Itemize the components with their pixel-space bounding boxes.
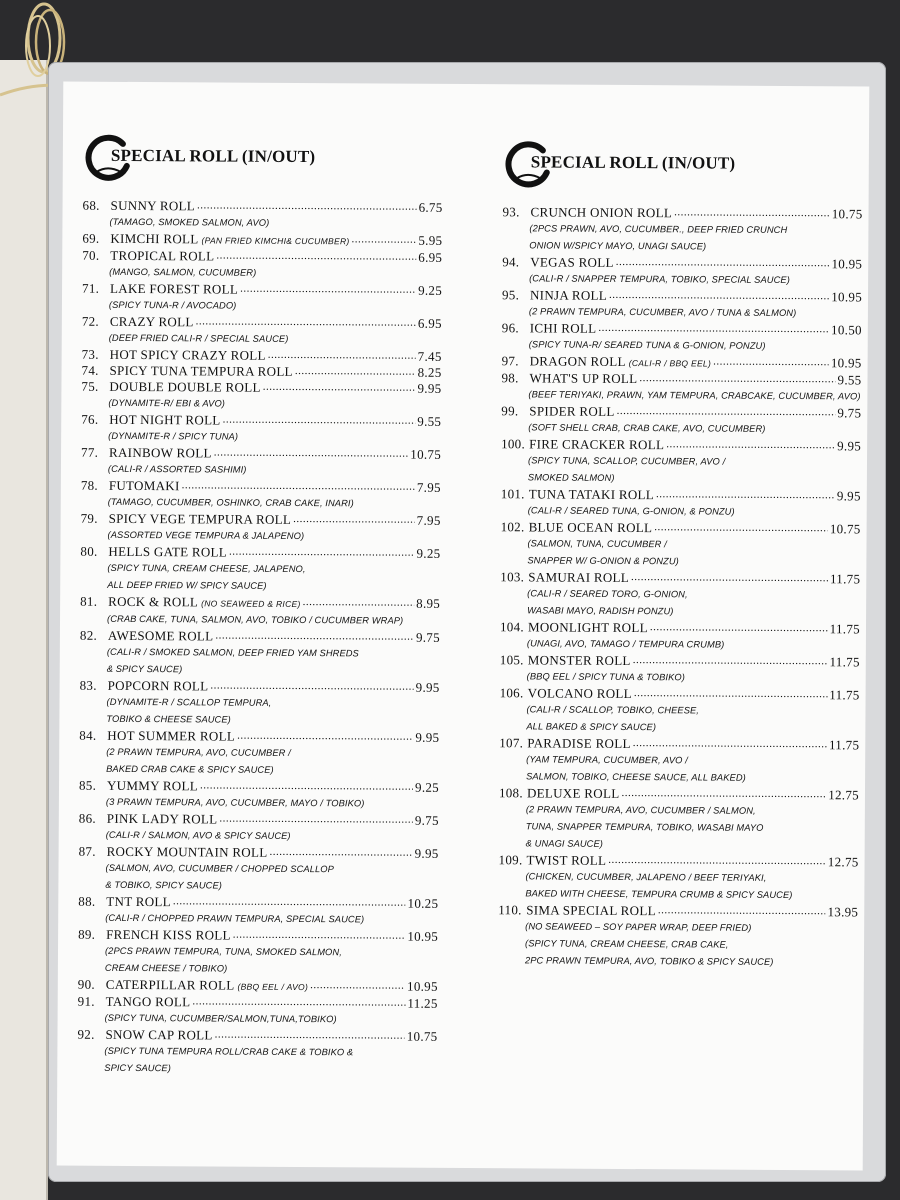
section-header xyxy=(83,132,443,198)
item-name: WHAT'S UP ROLL xyxy=(529,370,638,387)
item-name: FUTOMAKI xyxy=(108,477,180,494)
dot-leader xyxy=(173,896,406,907)
item-price: 9.25 xyxy=(415,779,440,795)
item-name: MONSTER ROLL xyxy=(527,652,631,669)
menu-item xyxy=(502,320,862,355)
item-number: 108. xyxy=(498,785,523,801)
item-number: 97. xyxy=(501,353,519,369)
menu-column-right xyxy=(498,88,863,971)
item-name: SIMA SPECIAL ROLL xyxy=(526,902,656,919)
item-number: 93. xyxy=(502,204,520,220)
item-number: 68. xyxy=(82,197,100,213)
dot-leader xyxy=(200,780,413,791)
menu-item xyxy=(79,678,439,730)
menu-item xyxy=(77,1027,437,1079)
item-price: 10.95 xyxy=(831,289,863,305)
item-inline-note: (PAN FRIED KIMCHI& CUCUMBER) xyxy=(201,235,350,247)
menu-item xyxy=(502,287,862,322)
item-name: MOONLIGHT ROLL xyxy=(527,619,648,636)
menu-item xyxy=(81,445,441,480)
item-description: (DYNAMITE-R / SPICY TUNA) xyxy=(108,430,239,442)
menu-item xyxy=(79,728,439,780)
item-description: (SPICY TUNA, CREAM CHEESE, JALAPENO, xyxy=(107,562,306,575)
item-name: FIRE CRACKER ROLL xyxy=(529,436,665,453)
item-description: SALMON, TOBIKO, CHEESE SAUCE, ALL BAKED) xyxy=(526,771,746,783)
item-price: 12.75 xyxy=(828,787,860,803)
item-description: (CALI-R / SMOKED SALMON, DEEP FRIED YAM SHREDS xyxy=(106,646,359,659)
item-price: 9.95 xyxy=(417,380,442,396)
item-number: 87. xyxy=(78,843,96,859)
menu-item-list xyxy=(498,204,863,971)
item-price: 7.95 xyxy=(416,479,441,495)
item-name: KIMCHI ROLL xyxy=(110,230,199,247)
item-description: (2 PRAWN TEMPURA, CUCUMBER, AVO / TUNA & SALMON) xyxy=(528,306,797,319)
item-name: VOLCANO ROLL xyxy=(527,685,632,702)
menu-item xyxy=(499,685,859,737)
menu-item xyxy=(498,902,858,971)
item-description: (SPICY TUNA, CREAM CHEESE, CRAB CAKE, xyxy=(525,938,729,950)
item-description: (DEEP FRIED CALI-R / SPECIAL SAUCE) xyxy=(108,332,289,344)
menu-item xyxy=(78,927,438,979)
dot-leader xyxy=(617,406,836,417)
item-name: ROCKY MOUNTAIN ROLL xyxy=(106,843,268,860)
previous-menu-page-edge xyxy=(0,60,48,1200)
dot-leader xyxy=(598,323,829,334)
dot-leader xyxy=(219,814,412,825)
dot-leader xyxy=(634,688,827,699)
dot-leader xyxy=(295,366,416,377)
item-price: 13.95 xyxy=(827,904,859,920)
item-description: (DYNAMITE-R/ EBI & AVO) xyxy=(108,397,226,409)
menu-item xyxy=(78,894,438,929)
item-inline-note: (NO SEAWEED & RICE) xyxy=(201,598,301,610)
item-number: 77. xyxy=(81,444,99,460)
item-price: 11.75 xyxy=(829,687,860,703)
menu-item xyxy=(500,652,860,687)
menu-item xyxy=(78,994,438,1029)
item-description: (DYNAMITE-R / SCALLOP TEMPURA, xyxy=(106,696,272,708)
item-description: (BEEF TERIYAKI, PRAWN, YAM TEMPURA, CRABCAKE, CUCUMBER, AVO) xyxy=(528,389,861,402)
item-price: 10.25 xyxy=(407,895,439,911)
item-price: 11.25 xyxy=(407,995,438,1011)
menu-item xyxy=(499,735,859,787)
dot-leader xyxy=(223,415,416,426)
item-description: WASABI MAYO, RADISH PONZU) xyxy=(527,605,674,617)
item-number: 110. xyxy=(498,902,522,918)
menu-item xyxy=(82,281,442,316)
item-name: YUMMY ROLL xyxy=(106,777,199,794)
item-description: (SPICY TUNA, SCALLOP, CUCUMBER, AVO / xyxy=(527,455,726,467)
dot-leader xyxy=(192,996,405,1007)
dot-leader xyxy=(616,257,830,268)
menu-item-row xyxy=(80,594,440,613)
item-price: 6.75 xyxy=(418,199,443,215)
menu-item-row xyxy=(78,977,438,996)
menu-item-row xyxy=(502,353,862,372)
dot-leader xyxy=(269,847,412,858)
item-price: 10.75 xyxy=(829,521,861,537)
item-price: 9.25 xyxy=(418,282,443,298)
dot-leader xyxy=(196,316,416,327)
dot-leader xyxy=(268,350,416,361)
menu-item xyxy=(501,486,861,521)
item-number: 91. xyxy=(77,993,95,1009)
item-description: & TOBIKO, SPICY SAUCE) xyxy=(105,879,223,891)
menu-item xyxy=(501,370,861,405)
item-number: 98. xyxy=(501,370,519,386)
item-number: 92. xyxy=(77,1026,95,1042)
dot-leader xyxy=(214,447,409,458)
menu-item xyxy=(79,811,439,846)
dot-leader xyxy=(608,855,826,866)
item-price: 9.95 xyxy=(415,729,440,745)
menu-item xyxy=(502,204,862,256)
menu-item-row xyxy=(82,231,442,250)
item-description: (BBQ EEL / SPICY TUNA & TOBIKO) xyxy=(526,671,685,683)
item-price: 8.25 xyxy=(417,364,442,380)
item-number: 103. xyxy=(500,569,525,585)
item-name: RAINBOW ROLL xyxy=(109,444,212,461)
item-number: 79. xyxy=(80,510,98,526)
item-description: (TAMAGO, CUCUMBER, OSHINKO, CRAB CAKE, INARI) xyxy=(107,496,354,509)
item-description: (SOFT SHELL CRAB, CRAB CAKE, AVO, CUCUMBER) xyxy=(528,422,766,434)
item-description: (2 PRAWN TEMPURA, AVO, CUCUMBER / SALMON, xyxy=(525,804,756,816)
item-description: (CALI-R / SALMON, AVO & SPICY SAUCE) xyxy=(105,829,291,841)
item-name: HOT SPICY CRAZY ROLL xyxy=(109,346,266,363)
menu-item xyxy=(499,785,859,854)
item-name: HELLS GATE ROLL xyxy=(108,543,228,560)
item-name: ROCK & ROLL xyxy=(108,593,199,610)
item-description: (YAM TEMPURA, CUCUMBER, AVO / xyxy=(526,754,688,766)
item-description: SNAPPER W/ G-ONION & PONZU) xyxy=(527,555,679,567)
item-name: LAKE FOREST ROLL xyxy=(110,280,239,297)
dot-leader xyxy=(215,1029,405,1040)
item-price: 6.95 xyxy=(417,315,442,331)
item-description: (SPICY TUNA-R/ SEARED TUNA & G-ONION, PONZU) xyxy=(528,339,766,351)
item-price: 10.95 xyxy=(407,928,439,944)
item-description: (SPICY TUNA, CUCUMBER/SALMON,TUNA,TOBIKO) xyxy=(104,1012,337,1025)
item-inline-note: (BBQ EEL / AVO) xyxy=(237,981,309,993)
dot-leader xyxy=(233,930,406,941)
item-description: (TAMAGO, SMOKED SALMON, AVO) xyxy=(109,216,270,228)
item-name: PARADISE ROLL xyxy=(527,735,631,752)
item-name: HOT SUMMER ROLL xyxy=(107,727,236,744)
item-name: CRUNCH ONION ROLL xyxy=(530,204,673,221)
item-description: (2 PRAWN TEMPURA, AVO, CUCUMBER / xyxy=(106,746,291,758)
item-description: SMOKED SALMON) xyxy=(527,472,615,483)
section-title: SPECIAL ROLL (IN/OUT) xyxy=(110,145,316,167)
item-price: 10.75 xyxy=(831,206,863,222)
item-description: (2PCS PRAWN TEMPURA, TUNA, SMOKED SALMON, xyxy=(104,945,342,958)
item-price: 9.95 xyxy=(837,438,862,454)
item-price: 9.95 xyxy=(415,679,440,695)
menu-item xyxy=(502,353,862,372)
item-name: SPICY TUNA TEMPURA ROLL xyxy=(109,362,293,379)
item-number: 100. xyxy=(501,436,526,452)
item-number: 74. xyxy=(81,362,99,378)
menu-item xyxy=(500,619,860,654)
item-description: (2PCS PRAWN, AVO, CUCUMBER., DEEP FRIED CRUNCH xyxy=(529,223,788,235)
item-name: HOT NIGHT ROLL xyxy=(109,411,221,428)
item-price: 11.75 xyxy=(829,571,861,587)
item-number: 85. xyxy=(78,777,97,793)
dot-leader xyxy=(352,234,417,244)
dot-leader xyxy=(303,597,415,608)
item-number: 88. xyxy=(78,893,96,909)
item-description: (CALI-R / CHOPPED PRAWN TEMPURA, SPECIAL SAUCE) xyxy=(105,912,365,925)
menu-item xyxy=(501,436,861,488)
dot-leader xyxy=(650,622,828,633)
item-description: (MANGO, SALMON, CUCUMBER) xyxy=(109,266,257,278)
item-price: 12.75 xyxy=(827,854,859,870)
item-price: 10.75 xyxy=(410,446,442,462)
item-name: PINK LADY ROLL xyxy=(106,810,218,827)
item-price: 9.95 xyxy=(836,488,861,504)
menu-item xyxy=(82,198,442,233)
menu-item xyxy=(80,544,440,596)
dot-leader xyxy=(654,522,828,533)
item-price: 10.95 xyxy=(830,355,862,371)
item-number: 69. xyxy=(82,230,100,246)
item-price: 7.45 xyxy=(417,348,442,364)
menu-item xyxy=(82,231,442,250)
item-description: 2PC PRAWN TEMPURA, AVO, TOBIKO & SPICY SAUCE) xyxy=(524,955,774,967)
menu-item xyxy=(78,977,438,996)
item-number: 71. xyxy=(82,280,100,296)
item-price: 10.95 xyxy=(407,978,438,994)
item-description: BAKED WITH CHEESE, TEMPURA CRUMB & SPICY SAUCE) xyxy=(525,888,793,901)
menu-item xyxy=(80,628,440,680)
item-price: 9.75 xyxy=(415,629,440,645)
item-description: (SALMON, AVO, CUCUMBER / CHOPPED SCALLOP xyxy=(105,862,334,875)
item-price: 9.25 xyxy=(416,545,441,561)
dot-leader xyxy=(229,547,414,558)
dot-leader xyxy=(633,738,827,749)
item-number: 96. xyxy=(501,320,520,336)
dot-leader xyxy=(666,439,835,450)
dot-leader xyxy=(639,373,835,384)
item-number: 104. xyxy=(499,619,524,635)
item-name: POPCORN ROLL xyxy=(107,677,209,694)
item-price: 8.95 xyxy=(416,595,441,611)
menu-item xyxy=(82,248,442,283)
item-description: (CALI-R / SCALLOP, TOBIKO, CHEESE, xyxy=(526,704,700,716)
item-name: CRAZY ROLL xyxy=(109,313,194,330)
dot-leader xyxy=(216,250,416,261)
menu-item xyxy=(81,478,441,513)
menu-item-list xyxy=(77,198,442,1079)
item-name: SPIDER ROLL xyxy=(529,403,615,419)
item-price: 9.55 xyxy=(837,372,862,388)
item-description: ALL BAKED & SPICY SAUCE) xyxy=(526,721,657,733)
item-name: TANGO ROLL xyxy=(105,993,191,1010)
item-description: (CRAB CAKE, TUNA, SALMON, AVO, TOBIKO / CUCUMBER WRAP) xyxy=(107,613,404,626)
item-price: 9.75 xyxy=(837,405,862,421)
item-number: 99. xyxy=(501,403,519,419)
item-description: (ASSORTED VEGE TEMPURA & JALAPENO) xyxy=(107,529,305,542)
item-price: 7.95 xyxy=(416,512,441,528)
item-description: SPICY SAUCE) xyxy=(104,1062,171,1074)
item-name: BLUE OCEAN ROLL xyxy=(528,519,653,536)
item-number: 75. xyxy=(81,378,99,394)
dot-leader xyxy=(658,905,826,916)
dot-leader xyxy=(656,489,835,500)
item-description: & UNAGI SAUCE) xyxy=(525,838,604,849)
item-number: 106. xyxy=(499,685,524,701)
item-number: 84. xyxy=(79,727,97,743)
item-name: SPICY VEGE TEMPURA ROLL xyxy=(108,510,292,527)
item-name: VEGAS ROLL xyxy=(530,254,614,270)
item-description: TUNA, SNAPPER TEMPURA, TOBIKO, WASABI MAYO xyxy=(525,821,764,833)
menu-item xyxy=(80,594,440,630)
menu-page xyxy=(57,82,870,1171)
menu-item xyxy=(502,254,862,289)
dot-leader xyxy=(215,630,414,641)
item-number: 101. xyxy=(500,486,525,502)
menu-item xyxy=(80,511,440,546)
item-description: (CALI-R / SEARED TUNA, G-ONION, & PONZU) xyxy=(527,505,735,517)
item-number: 72. xyxy=(81,313,100,329)
dot-leader xyxy=(713,357,829,368)
item-description: & SPICY SAUCE) xyxy=(106,663,183,675)
dot-leader xyxy=(240,284,416,295)
menu-item xyxy=(500,569,860,621)
item-number: 90. xyxy=(77,976,96,992)
item-price: 6.95 xyxy=(418,249,443,265)
item-number: 73. xyxy=(81,346,99,362)
menu-column-left xyxy=(77,82,443,1079)
item-name: SUNNY ROLL xyxy=(110,197,196,214)
item-price: 9.55 xyxy=(417,413,442,429)
item-number: 107. xyxy=(499,735,524,751)
item-number: 95. xyxy=(501,287,520,303)
item-price: 11.75 xyxy=(828,737,860,753)
dot-leader xyxy=(210,680,413,691)
item-number: 78. xyxy=(80,477,99,493)
menu-item xyxy=(81,379,441,414)
item-price: 5.95 xyxy=(418,232,443,248)
item-description: ALL DEEP FRIED W/ SPICY SAUCE) xyxy=(107,579,267,591)
item-description: (CALI-R / ASSORTED SASHIMI) xyxy=(107,463,247,475)
item-price: 10.95 xyxy=(831,256,863,272)
dot-leader xyxy=(182,480,415,491)
item-name: CATERPILLAR ROLL xyxy=(105,976,235,993)
item-description: CREAM CHEESE / TOBIKO) xyxy=(104,962,228,974)
dot-leader xyxy=(310,980,405,991)
item-description: (SPICY TUNA TEMPURA ROLL/CRAB CAKE & TOBIKO & xyxy=(104,1045,354,1058)
item-number: 102. xyxy=(500,519,525,535)
item-number: 105. xyxy=(499,652,524,668)
item-name: DELUXE ROLL xyxy=(526,785,620,801)
item-name: DOUBLE DOUBLE ROLL xyxy=(109,378,261,395)
item-number: 70. xyxy=(82,247,100,263)
item-number: 109. xyxy=(498,852,523,868)
item-number: 94. xyxy=(502,254,520,270)
item-price: 9.95 xyxy=(414,845,439,861)
item-price: 10.75 xyxy=(406,1028,438,1044)
menu-item xyxy=(500,519,860,571)
dot-leader xyxy=(263,382,416,393)
item-name: NINJA ROLL xyxy=(529,287,608,303)
dot-leader xyxy=(197,200,417,211)
item-price: 11.75 xyxy=(829,621,861,637)
item-number: 83. xyxy=(79,677,97,693)
item-number: 80. xyxy=(80,543,98,559)
item-name: TNT ROLL xyxy=(106,893,171,910)
item-inline-note: (CALI-R / BBQ EEL) xyxy=(628,358,712,369)
menu-item xyxy=(498,852,858,904)
dot-leader xyxy=(674,207,830,218)
item-name: TWIST ROLL xyxy=(526,852,607,868)
item-description: BAKED CRAB CAKE & SPICY SAUCE) xyxy=(106,763,274,775)
item-name: TROPICAL ROLL xyxy=(110,247,215,264)
menu-item xyxy=(79,778,439,813)
item-description: ONION W/SPICY MAYO, UNAGI SAUCE) xyxy=(529,240,707,252)
item-price: 9.75 xyxy=(414,812,439,828)
dot-leader xyxy=(633,655,828,666)
item-description: TOBIKO & CHEESE SAUCE) xyxy=(106,713,231,725)
item-name: DRAGON ROLL xyxy=(529,353,626,369)
item-name: SNOW CAP ROLL xyxy=(105,1026,213,1043)
section-header xyxy=(503,138,863,204)
item-price: 10.50 xyxy=(831,322,862,338)
item-number: 86. xyxy=(78,810,97,826)
item-name: AWESOME ROLL xyxy=(107,627,214,644)
item-description: (SALMON, TUNA, CUCUMBER / xyxy=(527,538,667,550)
item-description: (SPICY TUNA-R / AVOCADO) xyxy=(108,299,237,311)
item-description: (CALI-R / SEARED TORO, G-ONION, xyxy=(527,588,688,600)
item-name: TUNA TATAKI ROLL xyxy=(528,486,655,503)
menu-item xyxy=(81,412,441,447)
item-number: 81. xyxy=(80,593,98,609)
item-number: 76. xyxy=(81,411,99,427)
menu-item xyxy=(78,844,438,896)
item-number: 82. xyxy=(79,627,98,643)
item-description: (3 PRAWN TEMPURA, AVO, CUCUMBER, MAYO / TOBIKO) xyxy=(105,796,365,809)
item-description: (CHICKEN, CUCUMBER, JALAPENO / BEEF TERIYAKI, xyxy=(525,871,767,883)
dot-leader xyxy=(631,572,828,583)
dot-leader xyxy=(621,788,826,799)
item-description: (UNAGI, AVO, TAMAGO / TEMPURA CRUMB) xyxy=(526,638,725,650)
item-price: 11.75 xyxy=(829,654,860,670)
item-number: 89. xyxy=(78,926,96,942)
item-description: (NO SEAWEED – SOY PAPER WRAP, DEEP FRIED) xyxy=(525,921,752,933)
item-name: ICHI ROLL xyxy=(529,320,597,336)
item-name: FRENCH KISS ROLL xyxy=(106,926,231,943)
menu-item xyxy=(501,403,861,438)
section-title: SPECIAL ROLL (IN/OUT) xyxy=(530,152,736,173)
dot-leader xyxy=(237,731,413,742)
item-name: SAMURAI ROLL xyxy=(528,569,630,586)
dot-leader xyxy=(293,514,415,525)
item-description: (CALI-R / SNAPPER TEMPURA, TOBIKO, SPECIAL SAUCE) xyxy=(529,273,790,285)
menu-item xyxy=(82,314,442,349)
dot-leader xyxy=(609,290,829,301)
